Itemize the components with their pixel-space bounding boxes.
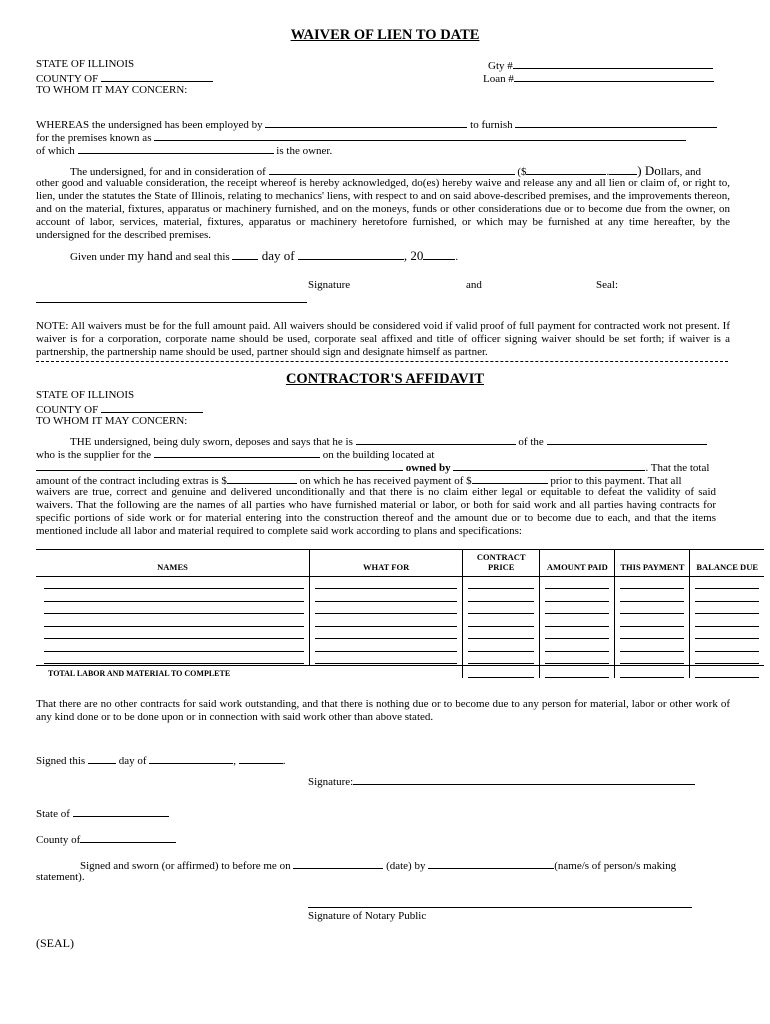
what-for-cell[interactable] [315, 640, 457, 652]
consideration-row: The undersigned, for and in consideration of ($ . ) Dollars, and [70, 163, 702, 178]
county-of-field[interactable] [80, 832, 176, 843]
contract-price-cell[interactable] [468, 615, 534, 627]
this-payment-cell[interactable] [620, 640, 684, 652]
given-under-label: Given under [70, 251, 128, 263]
name-cell[interactable] [44, 602, 304, 614]
sworn-names-field[interactable] [428, 858, 554, 869]
contract-price-cell[interactable] [468, 590, 534, 602]
total-label: TOTAL LABOR AND MATERIAL TO COMPLETE [48, 669, 231, 678]
what-for-cell[interactable] [315, 602, 457, 614]
county-of-row [36, 832, 176, 847]
consideration-label: The undersigned, for and in consideration of [70, 166, 266, 178]
on-which-label: on which he has received payment of $ [296, 475, 472, 487]
and-seal-label: and seal this [172, 251, 233, 263]
contract-price-cell[interactable] [468, 640, 534, 652]
total-amount-label: . That the total [645, 462, 710, 474]
dollar-close: ) Do [637, 163, 661, 178]
owner-field[interactable] [78, 143, 274, 154]
names-making-label: (name/s of person/s making [554, 860, 677, 872]
location-field[interactable] [36, 460, 403, 471]
amount-paid-cell[interactable] [545, 640, 609, 652]
contract-price-cell[interactable] [468, 602, 534, 614]
balance-due-cell[interactable] [695, 652, 759, 664]
waiver-to-whom: TO WHOM IT MAY CONCERN: [36, 84, 188, 96]
building-label: on the building located at [322, 449, 435, 461]
amount-paid-cell[interactable] [545, 652, 609, 664]
waiver-county-label: COUNTY OF [36, 73, 99, 85]
signed-day-field[interactable] [88, 753, 116, 764]
table-row [36, 615, 764, 628]
what-for-cell[interactable] [315, 615, 457, 627]
balance-due-cell[interactable] [695, 640, 759, 652]
signed-day-of-label: day of [115, 755, 150, 767]
affidavit-title: CONTRACTOR'S AFFIDAVIT [285, 371, 485, 387]
sworn-row [80, 858, 676, 873]
what-for-cell[interactable] [315, 577, 457, 589]
premises-field[interactable] [154, 130, 686, 141]
waiver-note: NOTE: All waivers must be for the full amount paid. All waivers should be considered void if valid proof of full payment for contracted work not present. If waiver is for a corporation, corporate name should be used, corporate seal affixed and title of officer signing waiver should be set forth; if waiver is a partnership, the partnership name should be used, partner should sign and designate himself as partner. [36, 320, 730, 358]
amount-paid-cell[interactable] [545, 602, 609, 614]
waiver-signature-label: Signature [308, 279, 351, 291]
gty-field[interactable] [513, 58, 713, 69]
company-field[interactable] [547, 434, 707, 445]
total-balance-due[interactable] [695, 666, 759, 678]
dollar-amount-field[interactable] [526, 164, 606, 175]
state-of-field[interactable] [73, 806, 169, 817]
contractors-table [36, 549, 764, 678]
supplier-label: who is the supplier for the [36, 449, 152, 461]
header-amount-paid: AMOUNT PAID [540, 550, 615, 577]
balance-due-cell[interactable] [695, 602, 759, 614]
balance-due-cell[interactable] [695, 627, 759, 639]
affidavit-signature-row [308, 774, 695, 789]
header-this-payment: THIS PAYMENT [615, 550, 690, 577]
amount-paid-cell[interactable] [545, 615, 609, 627]
this-payment-cell[interactable] [620, 577, 684, 589]
notary-label: Signature of Notary Public [308, 910, 427, 922]
waiver-title: WAIVER OF LIEN TO DATE [290, 27, 480, 43]
name-cell[interactable] [44, 615, 304, 627]
affidavit-state: STATE OF ILLINOIS [36, 389, 135, 401]
no-other-contracts: That there are no other contracts for said work outstanding, and that there is nothing due or to become due to any person for material, labor or other work of any kind done or to be done upon or in connection with said work other than above stated. [36, 698, 730, 723]
affidavit-signature-label: Signature: [308, 776, 354, 788]
sworn-date-field[interactable] [293, 858, 383, 869]
balance-due-cell[interactable] [695, 577, 759, 589]
title-field[interactable] [356, 434, 516, 445]
consideration-body: other good and valuable consideration, the receipt whereof is hereby acknowledged, do(es) hereby waive and release any and all lien or claim of, or right to, lien, under the statutes the State of Illinois, relating to mechanics' liens, with respect to and on said above-described premises, and the improvements thereon, and on the material, fixtures, apparatus or machinery furnished, and on the moneys, funds or other considerations due or to become due from the owner, on account of labor, services, material, fixtures, apparatus or machinery heretofore furnished, or which may be furnished at any time hereafter, by the undersigned for the described premises. [36, 177, 730, 241]
signed-month-field[interactable] [149, 753, 233, 764]
employer-field[interactable] [265, 117, 467, 128]
loan-field[interactable] [514, 71, 714, 82]
contract-price-cell[interactable] [468, 652, 534, 664]
owned-by-field[interactable] [453, 460, 645, 471]
prior-to-label: prior to this payment. That all [547, 475, 682, 487]
table-row [36, 652, 764, 665]
header-what-for: WHAT FOR [310, 550, 463, 577]
this-payment-cell[interactable] [620, 652, 684, 664]
contract-price-cell[interactable] [468, 577, 534, 589]
of-the-label: of the [518, 436, 544, 448]
header-balance-due: BALANCE DUE [690, 550, 764, 577]
what-for-cell[interactable] [315, 590, 457, 602]
this-payment-cell[interactable] [620, 590, 684, 602]
what-for-cell[interactable] [315, 652, 457, 664]
state-of-label: State of [36, 808, 73, 820]
received-amount-field[interactable] [472, 473, 548, 484]
whereas-label: WHEREAS the undersigned has been employed by [36, 119, 263, 131]
table-row [36, 602, 764, 615]
name-cell[interactable] [44, 577, 304, 589]
waiver-signature-line[interactable] [36, 302, 307, 303]
loan-label: Loan # [483, 73, 514, 85]
affidavit-county-label: COUNTY OF [36, 404, 99, 416]
waiver-seal-label: Seal: [596, 279, 618, 291]
premises-label: for the premises known as [36, 132, 152, 144]
year-prefix: , 20 [403, 248, 424, 263]
total-row [36, 665, 764, 678]
signed-this-label: Signed this [36, 755, 88, 767]
gty-label: Gty # [488, 60, 513, 72]
this-payment-cell[interactable] [620, 615, 684, 627]
date-by-label: (date) by [383, 860, 429, 872]
total-amount-paid[interactable] [545, 666, 609, 678]
given-under-row: Given under my hand and seal this day of , 20 . [70, 248, 459, 263]
statement-label: statement). [36, 871, 85, 883]
amount-paid-cell[interactable] [545, 627, 609, 639]
amount-contract-label: amount of the contract including extras is $ [36, 475, 227, 487]
given-month-field[interactable] [298, 249, 404, 260]
waiver-state: STATE OF ILLINOIS [36, 58, 135, 70]
signed-this-row: Signed this day of , . [36, 755, 286, 767]
notary-signature-line[interactable] [308, 907, 692, 908]
amount-paid-cell[interactable] [545, 577, 609, 589]
this-payment-cell[interactable] [620, 602, 684, 614]
balance-due-cell[interactable] [695, 615, 759, 627]
what-for-cell[interactable] [315, 627, 457, 639]
waiver-and-label: and [466, 279, 482, 291]
affidavit-county-field[interactable] [101, 402, 203, 413]
furnish-field[interactable] [515, 117, 717, 128]
of-which-label: of which [36, 145, 75, 157]
amount-paid-cell[interactable] [545, 590, 609, 602]
given-year-field[interactable] [423, 249, 455, 260]
county-of-label: County of [36, 834, 81, 846]
total-contract-price[interactable] [468, 666, 534, 678]
owner-row [36, 143, 332, 158]
dollars-rest: llars, and [660, 166, 702, 178]
affidavit-signature-field[interactable] [353, 774, 695, 785]
dollar-open: ($ [517, 166, 527, 178]
signed-year-field[interactable] [239, 753, 283, 764]
table-header-row [36, 550, 764, 577]
given-day-field[interactable] [232, 249, 258, 260]
contract-price-cell[interactable] [468, 627, 534, 639]
table-row [36, 590, 764, 603]
is-owner-label: is the owner. [276, 145, 333, 157]
seal-label: (SEAL) [36, 936, 74, 950]
to-furnish-label: to furnish [470, 119, 513, 131]
affidavit-body: waivers are true, correct and genuine and delivered unconditionally and that there is no claim either legal or equitable to defeat the validity of said waivers. That the following are the names of all parties who have furnished material or labor, or both for said work and all parties having contracts for specific portions of side work or for material entering into the construction thereof and the amount due or to become due to each, and that the items mentioned include all labor and material required to complete said work according to plans and specifications: [36, 486, 716, 537]
section-divider [36, 361, 728, 362]
loan-row [483, 71, 714, 86]
name-cell[interactable] [44, 640, 304, 652]
consideration-field[interactable] [269, 164, 515, 175]
table-row [36, 640, 764, 653]
table-row [36, 627, 764, 640]
total-this-payment[interactable] [620, 666, 684, 678]
sworn-label: Signed and sworn (or affirmed) to before me on [80, 860, 294, 872]
table-row [36, 577, 764, 590]
cents-field[interactable] [609, 164, 637, 175]
this-payment-cell[interactable] [620, 627, 684, 639]
deposes-label: THE undersigned, being duly sworn, deposes and says that he is [70, 436, 353, 448]
owned-by-label: owned by [405, 462, 451, 474]
my-hand-label: my hand [127, 248, 173, 263]
given-day-of-label: day of [258, 248, 298, 263]
balance-due-cell[interactable] [695, 590, 759, 602]
contract-amount-field[interactable] [227, 473, 297, 484]
state-of-row [36, 806, 169, 821]
waiver-county-field[interactable] [101, 71, 213, 82]
name-cell[interactable] [44, 652, 304, 664]
header-names: NAMES [157, 562, 188, 572]
supplier-field[interactable] [154, 447, 320, 458]
name-cell[interactable] [44, 590, 304, 602]
name-cell[interactable] [44, 627, 304, 639]
affidavit-to-whom: TO WHOM IT MAY CONCERN: [36, 415, 188, 427]
header-contract-price: CONTRACT PRICE [463, 550, 540, 577]
